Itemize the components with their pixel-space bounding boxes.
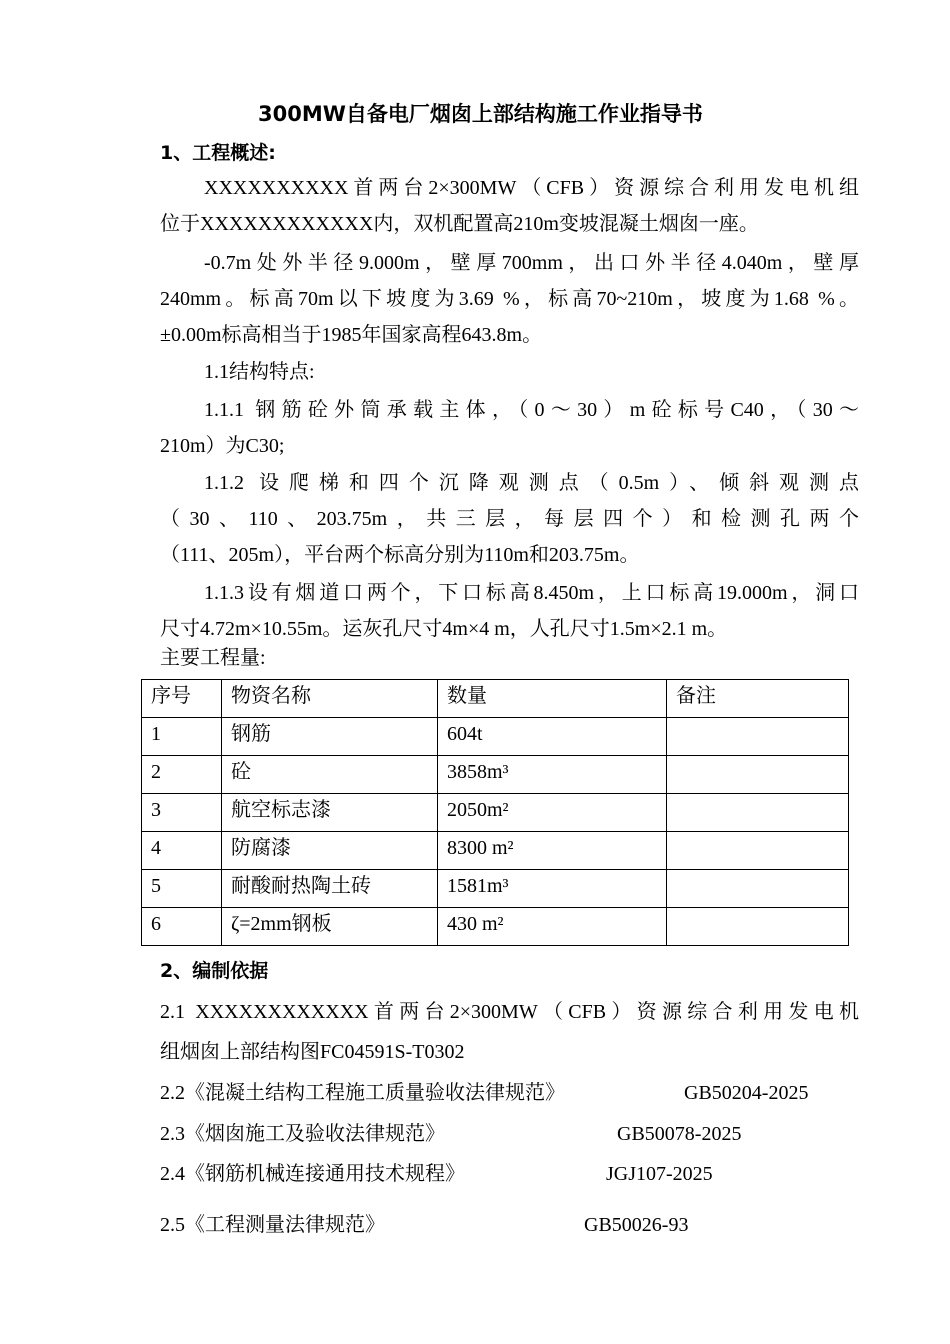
feature-1-1-2-line-1: 1.1.2 设爬梯和四个沉降观测点（0.5m）、倾斜观测点: [204, 472, 859, 494]
feature-1-1-1-line-1: 1.1.1 钢筋砼外筒承载主体，（0～30）m砼标号C40，（30～: [204, 399, 859, 421]
row-quantity: 1581m³: [438, 870, 667, 908]
table-row: [142, 794, 849, 832]
document-title: 300MW自备电厂烟囱上部结构施工作业指导书: [258, 102, 703, 126]
basis-item-2-4-title: 2.4《钢筋机械连接通用技术规程》: [160, 1163, 465, 1185]
row-material: 耐酸耐热陶土砖: [222, 870, 438, 908]
basis-item-2-5-code: GB50026-93: [584, 1214, 689, 1236]
row-quantity: 3858m³: [438, 756, 667, 794]
row-material: 航空标志漆: [222, 794, 438, 832]
overview-paragraph-2-line-1: -0.7m处外半径9.000m，壁厚700mm，出口外半径4.040m，壁厚: [204, 252, 859, 274]
feature-1-1-3-line-2: 尺寸4.72m×10.55m。运灰孔尺寸4m×4 m，人孔尺寸1.5m×2.1 m。: [160, 618, 728, 640]
basis-item-2-4-code: JGJ107-2025: [606, 1163, 713, 1185]
table-caption: 主要工程量:: [160, 647, 266, 669]
row-index: 3: [142, 794, 222, 832]
basis-item-2-3-title: 2.3《烟囱施工及验收法律规范》: [160, 1123, 445, 1145]
feature-1-1-3-line-1: 1.1.3设有烟道口两个，下口标高8.450m，上口标高19.000m，洞口: [204, 582, 859, 604]
row-index: 6: [142, 908, 222, 946]
row-material: 防腐漆: [222, 832, 438, 870]
basis-item-2-1-line-2: 组烟囱上部结构图FC04591S-T0302: [160, 1041, 465, 1063]
feature-1-1-2-line-3: （111、205m），平台两个标高分别为110m和203.75m。: [160, 544, 640, 566]
row-index: 4: [142, 832, 222, 870]
row-material: 钢筋: [222, 718, 438, 756]
overview-paragraph-1-line-2: 位于XXXXXXXXXXXX内，双机配置高210m变坡混凝土烟囱一座。: [160, 213, 759, 235]
row-index: 2: [142, 756, 222, 794]
row-remark: [667, 718, 849, 756]
structure-features-heading: 1.1结构特点:: [204, 361, 315, 383]
overview-paragraph-2-line-3: ±0.00m标高相当于1985年国家高程643.8m。: [160, 324, 543, 346]
basis-item-2-2-title: 2.2《混凝土结构工程施工质量验收法律规范》: [160, 1082, 565, 1104]
basis-item-2-2-code: GB50204-2025: [684, 1082, 809, 1104]
basis-item-2-3-code: GB50078-2025: [617, 1123, 742, 1145]
header-cell-material: 物资名称: [222, 680, 438, 718]
table-row: [142, 870, 849, 908]
section-2-heading: 2、编制依据: [160, 960, 269, 982]
basis-item-2-5-title: 2.5《工程测量法律规范》: [160, 1214, 385, 1236]
table-row: [142, 756, 849, 794]
row-remark: [667, 870, 849, 908]
row-index: 5: [142, 870, 222, 908]
basis-item-2-1-line-1: 2.1 XXXXXXXXXXXX首两台2×300MW（CFB）资源综合利用发电机: [160, 1001, 859, 1023]
feature-1-1-2-line-2: （30、110、203.75m，共三层，每层四个）和检测孔两个: [160, 508, 859, 530]
row-material: 砼: [222, 756, 438, 794]
section-1-heading: 1、工程概述:: [160, 142, 276, 164]
table-row: [142, 832, 849, 870]
table-header-row: [142, 680, 849, 718]
header-cell-remark: 备注: [667, 680, 849, 718]
row-quantity: 2050m²: [438, 794, 667, 832]
overview-paragraph-1-line-1: XXXXXXXXXX首两台2×300MW（CFB）资源综合利用发电机组: [204, 177, 859, 199]
quantities-table: [141, 679, 849, 946]
row-remark: [667, 832, 849, 870]
row-material: ζ=2mm钢板: [222, 908, 438, 946]
row-remark: [667, 756, 849, 794]
row-quantity: 8300 m²: [438, 832, 667, 870]
feature-1-1-1-line-2: 210m）为C30;: [160, 435, 285, 457]
row-remark: [667, 794, 849, 832]
header-cell-quantity: 数量: [438, 680, 667, 718]
row-quantity: 604t: [438, 718, 667, 756]
table-row: [142, 718, 849, 756]
header-cell-index: 序号: [142, 680, 222, 718]
row-index: 1: [142, 718, 222, 756]
overview-paragraph-2-line-2: 240mm。标高70m以下坡度为3.69 %，标高70~210m，坡度为1.68 %。: [160, 288, 859, 310]
row-remark: [667, 908, 849, 946]
row-quantity: 430 m²: [438, 908, 667, 946]
table-row: [142, 908, 849, 946]
